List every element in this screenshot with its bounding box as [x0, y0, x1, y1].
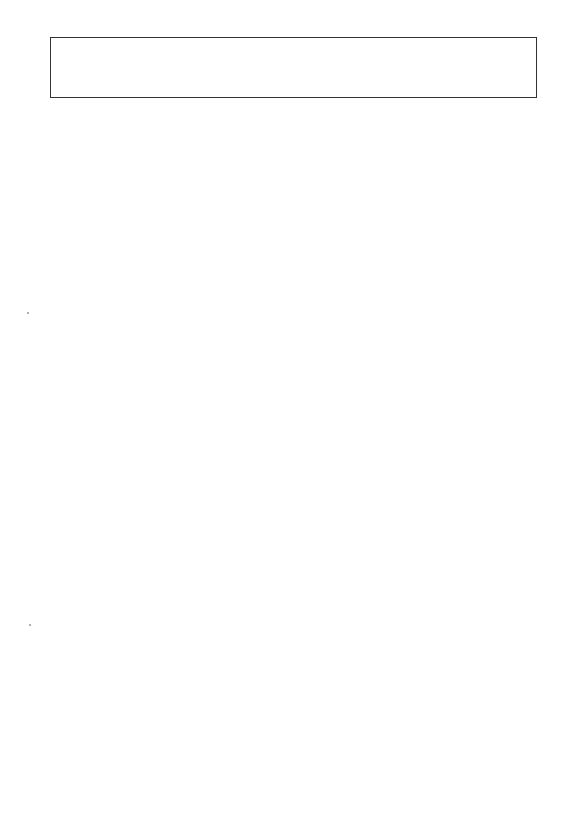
- scan-speck: [27, 312, 29, 314]
- scan-speck: [29, 624, 31, 626]
- section-header-text: [51, 38, 537, 98]
- expense-table: [50, 37, 537, 98]
- header-row: [51, 38, 537, 98]
